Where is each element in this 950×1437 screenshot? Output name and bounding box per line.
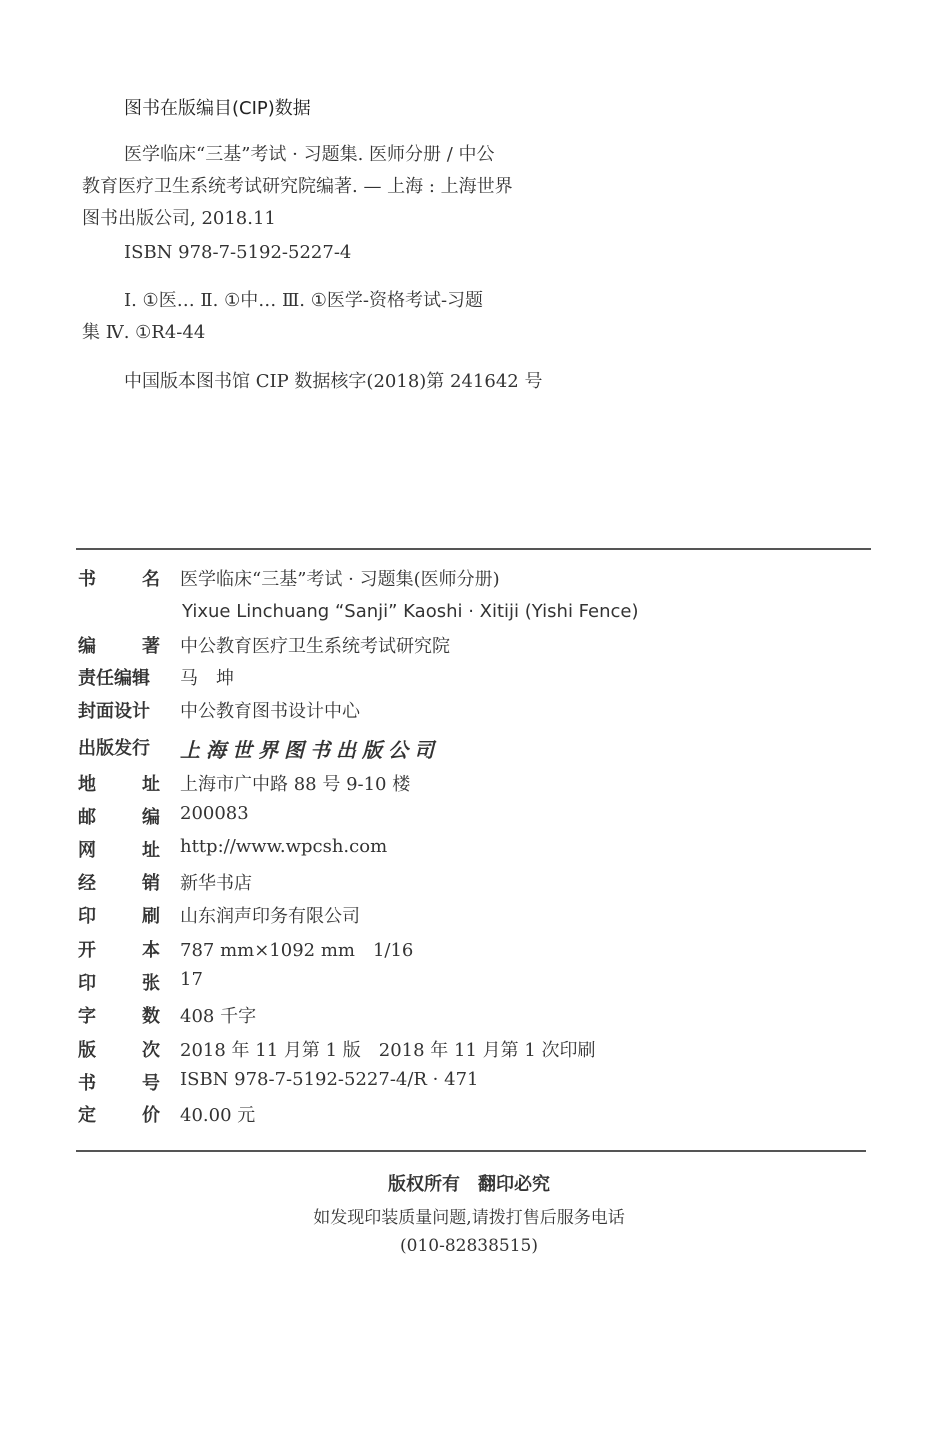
cip-classification-1: Ⅰ. ①医… Ⅱ. ①中… Ⅲ. ①医学-资格考试-习题 <box>124 290 484 311</box>
info-label: 开 本 <box>78 940 160 961</box>
info-value: 787 mm×1092 mm 1/16 <box>180 940 414 961</box>
info-label: 经 销 <box>78 873 160 894</box>
info-label: 印 刷 <box>78 906 160 927</box>
info-value: 山东润声印务有限公司 <box>180 906 360 927</box>
info-label: 地 址 <box>78 774 160 795</box>
info-label: 书 号 <box>78 1073 160 1094</box>
info-value: 医学临床“三基”考试 · 习题集(医师分册) <box>180 569 500 590</box>
copyright-notice: 版权所有 翻印必究 <box>388 1174 550 1195</box>
info-label: 编 著 <box>78 636 160 657</box>
info-value: 上海市广中路 88 号 9-10 楼 <box>180 774 411 795</box>
website-link[interactable]: http://www.wpcsh.com <box>180 836 388 857</box>
info-label: 封面设计 <box>78 701 150 722</box>
info-label: 出版发行 <box>78 738 150 759</box>
info-label: 责任编辑 <box>78 668 150 689</box>
cip-verification: 中国版本图书馆 CIP 数据核字(2018)第 241642 号 <box>124 371 543 392</box>
info-value: 200083 <box>180 803 249 824</box>
publisher-logo: 上海世界图书出版公司 <box>180 738 440 762</box>
cip-line-1: 医学临床“三基”考试 · 习题集. 医师分册 / 中公 <box>124 144 495 165</box>
info-value: ISBN 978-7-5192-5227-4/R · 471 <box>180 1069 479 1090</box>
info-label: 字 数 <box>78 1006 160 1027</box>
info-value: 新华书店 <box>180 873 252 894</box>
cip-line-3: 图书出版公司, 2018.11 <box>82 208 276 229</box>
top-divider <box>76 548 871 550</box>
info-label: 版 次 <box>78 1040 160 1061</box>
info-value: 中公教育医疗卫生系统考试研究院 <box>180 636 450 657</box>
cip-title: 图书在版编目(CIP)数据 <box>124 98 311 119</box>
cip-isbn: ISBN 978-7-5192-5227-4 <box>124 242 352 263</box>
info-value: 2018 年 11 月第 1 版 2018 年 11 月第 1 次印刷 <box>180 1040 596 1061</box>
info-label: 定 价 <box>78 1105 160 1126</box>
info-value: 马 坤 <box>180 668 234 689</box>
info-value: 408 千字 <box>180 1006 257 1027</box>
info-value: 17 <box>180 969 203 990</box>
bottom-divider <box>76 1150 866 1152</box>
cip-line-2: 教育医疗卫生系统考试研究院编著. — 上海 : 上海世界 <box>82 176 513 197</box>
service-phone: (010-82838515) <box>400 1236 538 1256</box>
info-value: 40.00 元 <box>180 1105 256 1126</box>
title-pinyin: Yixue Linchuang “Sanji” Kaoshi · Xitiji (Yishi Fence) <box>182 601 639 622</box>
service-notice: 如发现印装质量问题,请拨打售后服务电话 <box>313 1208 625 1228</box>
info-value: 中公教育图书设计中心 <box>180 701 360 722</box>
info-label: 书 名 <box>78 569 160 590</box>
info-label: 网 址 <box>78 840 160 861</box>
cip-classification-2: 集 Ⅳ. ①R4-44 <box>82 322 206 343</box>
info-label: 邮 编 <box>78 807 160 828</box>
info-label: 印 张 <box>78 973 160 994</box>
